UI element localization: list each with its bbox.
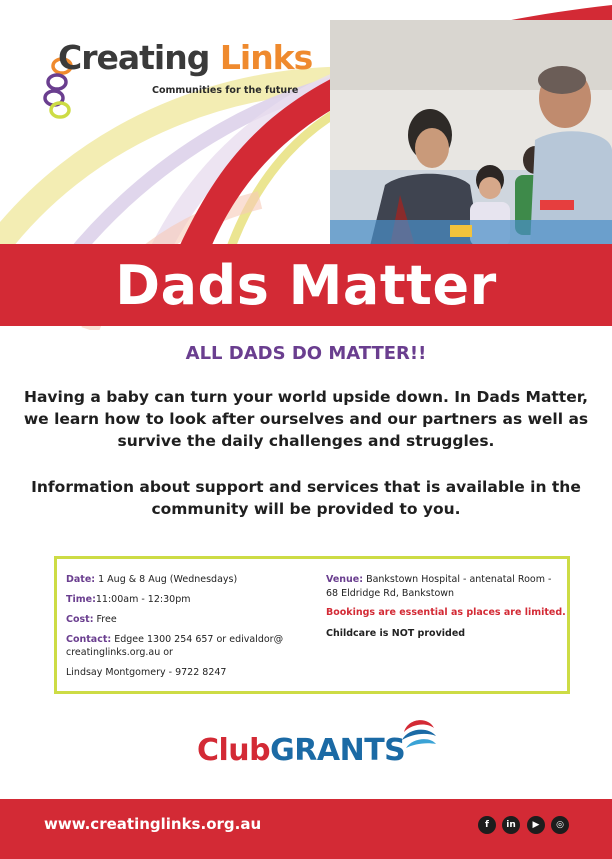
cost-row (66, 613, 117, 626)
intro-paragraph: Having a baby can turn your world upside down. In Dads Matter, we learn how to look after ourselves and our partners as well as survive the daily challenges and struggles. (23, 388, 589, 450)
website-link[interactable]: www.creatinglinks.org.au (44, 815, 262, 833)
time-label: Time: (66, 594, 96, 605)
date-row (66, 573, 237, 586)
contact-second-person: Lindsay Montgomery - 9722 8247 (66, 667, 227, 678)
logo-word-links: Links (209, 38, 313, 77)
logo-tagline: Communities for the future (152, 85, 299, 96)
time-row (66, 593, 190, 606)
subheading: ALL DADS DO MATTER!! (185, 343, 427, 364)
clubgrants-emblem-icon (398, 714, 438, 760)
venue-row (326, 573, 551, 586)
venue-label: Venue: (326, 574, 364, 585)
page-title: Dads Matter (115, 253, 497, 317)
venue-address: 68 Eldridge Rd, Bankstown (326, 588, 455, 599)
clubgrants-club: Club (197, 733, 271, 768)
contact-row (66, 633, 283, 646)
info-paragraph: Information about support and services that is available in the community will be provided to you. (31, 478, 581, 518)
clubgrants-grants: GRANTS (270, 733, 406, 768)
hero-photo (330, 20, 612, 246)
cost-label: Cost: (66, 614, 94, 625)
contact-value: Edgee 1300 254 657 or edivaldor@ (111, 634, 284, 645)
youtube-icon[interactable]: ▶ (527, 816, 545, 834)
date-label: Date: (66, 574, 96, 585)
contact-email-line: creatinglinks.org.au or (66, 647, 173, 658)
facebook-icon[interactable]: f (478, 816, 496, 834)
clubgrants-logo (197, 733, 405, 768)
linkedin-icon[interactable]: in (502, 816, 520, 834)
logo-wordmark (58, 38, 312, 77)
logo-word-creating: Creating (58, 38, 210, 77)
bookings-notice: Bookings are essential as places are limited. (326, 607, 566, 618)
date-value: 1 Aug & 8 Aug (Wednesdays) (95, 574, 238, 585)
venue-value: Bankstown Hospital - antenatal Room - (363, 574, 552, 585)
cost-value: Free (93, 614, 117, 625)
childcare-notice: Childcare is NOT provided (326, 628, 466, 639)
contact-label: Contact: (66, 634, 112, 645)
time-value: 11:00am - 12:30pm (95, 594, 191, 605)
instagram-icon[interactable]: ◎ (551, 816, 569, 834)
